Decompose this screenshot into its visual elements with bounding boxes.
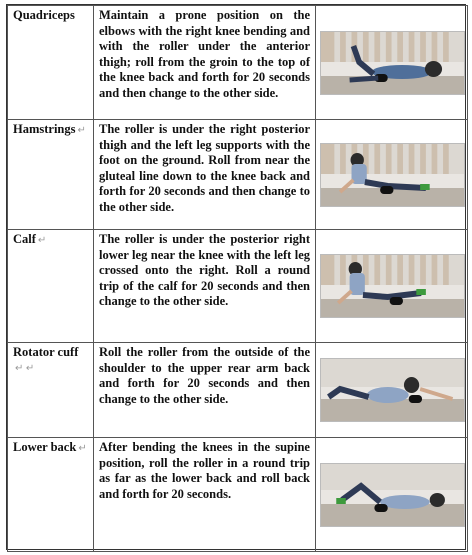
exercise-name-cell xyxy=(8,438,94,552)
paragraph-mark: ↵ xyxy=(78,443,87,454)
exercise-photo-cell xyxy=(316,438,468,552)
exercise-photo-cell xyxy=(316,6,468,120)
table-row xyxy=(8,230,468,343)
exercise-name-cell xyxy=(8,120,94,230)
paragraph-mark: ↵ ↵ xyxy=(15,363,35,374)
exercise-table-grid xyxy=(7,5,468,552)
table-row xyxy=(8,120,468,230)
lower-back-roll-photo xyxy=(320,463,465,527)
exercise-name-cell xyxy=(8,343,94,438)
quadriceps-roll-photo xyxy=(320,31,465,95)
exercise-name: Quadriceps xyxy=(13,8,75,22)
exercise-description: Maintain a prone position on the elbows with the right knee bending and with the roller under the anterior thigh; roll from the groin to the top of the knee back and forth for 20 seconds and then change to the other side. xyxy=(94,6,316,120)
exercise-name: Calf xyxy=(13,232,36,246)
exercise-name-cell xyxy=(8,6,94,120)
table-row xyxy=(8,343,468,438)
exercise-photo-cell xyxy=(316,120,468,230)
paragraph-mark: ↵ xyxy=(77,125,86,136)
exercise-table xyxy=(6,4,466,550)
hamstrings-roll-photo xyxy=(320,143,465,207)
paragraph-mark: ↵ xyxy=(37,235,47,246)
exercise-description: The roller is under the posterior right lower leg near the knee with the left leg crossed onto the right. Roll a round trip of the calf for 20 seconds and then change to the other side. xyxy=(94,230,316,343)
exercise-name: Hamstrings xyxy=(13,122,76,136)
exercise-description: The roller is under the right posterior thigh and the left leg supports with the foot on the ground. Roll from near the gluteal line down to the knee back and forth for 20 seconds and then change to the other side. xyxy=(94,120,316,230)
table-row xyxy=(8,6,468,120)
exercise-name: Lower back xyxy=(13,440,77,454)
exercise-name: Rotator cuff xyxy=(13,345,79,359)
exercise-photo-cell xyxy=(316,343,468,438)
table-row xyxy=(8,438,468,552)
exercise-name-cell xyxy=(8,230,94,343)
exercise-photo-cell xyxy=(316,230,468,343)
calf-roll-photo xyxy=(320,254,465,318)
rotator-cuff-roll-photo xyxy=(320,358,465,422)
exercise-description: Roll the roller from the outside of the shoulder to the upper rear arm back and forth for 20 seconds and then change to the other side. xyxy=(94,343,316,438)
exercise-description: After bending the knees in the supine position, roll the roller in a round trip as far as the lower back and roll back and forth for 20 seconds. xyxy=(94,438,316,552)
